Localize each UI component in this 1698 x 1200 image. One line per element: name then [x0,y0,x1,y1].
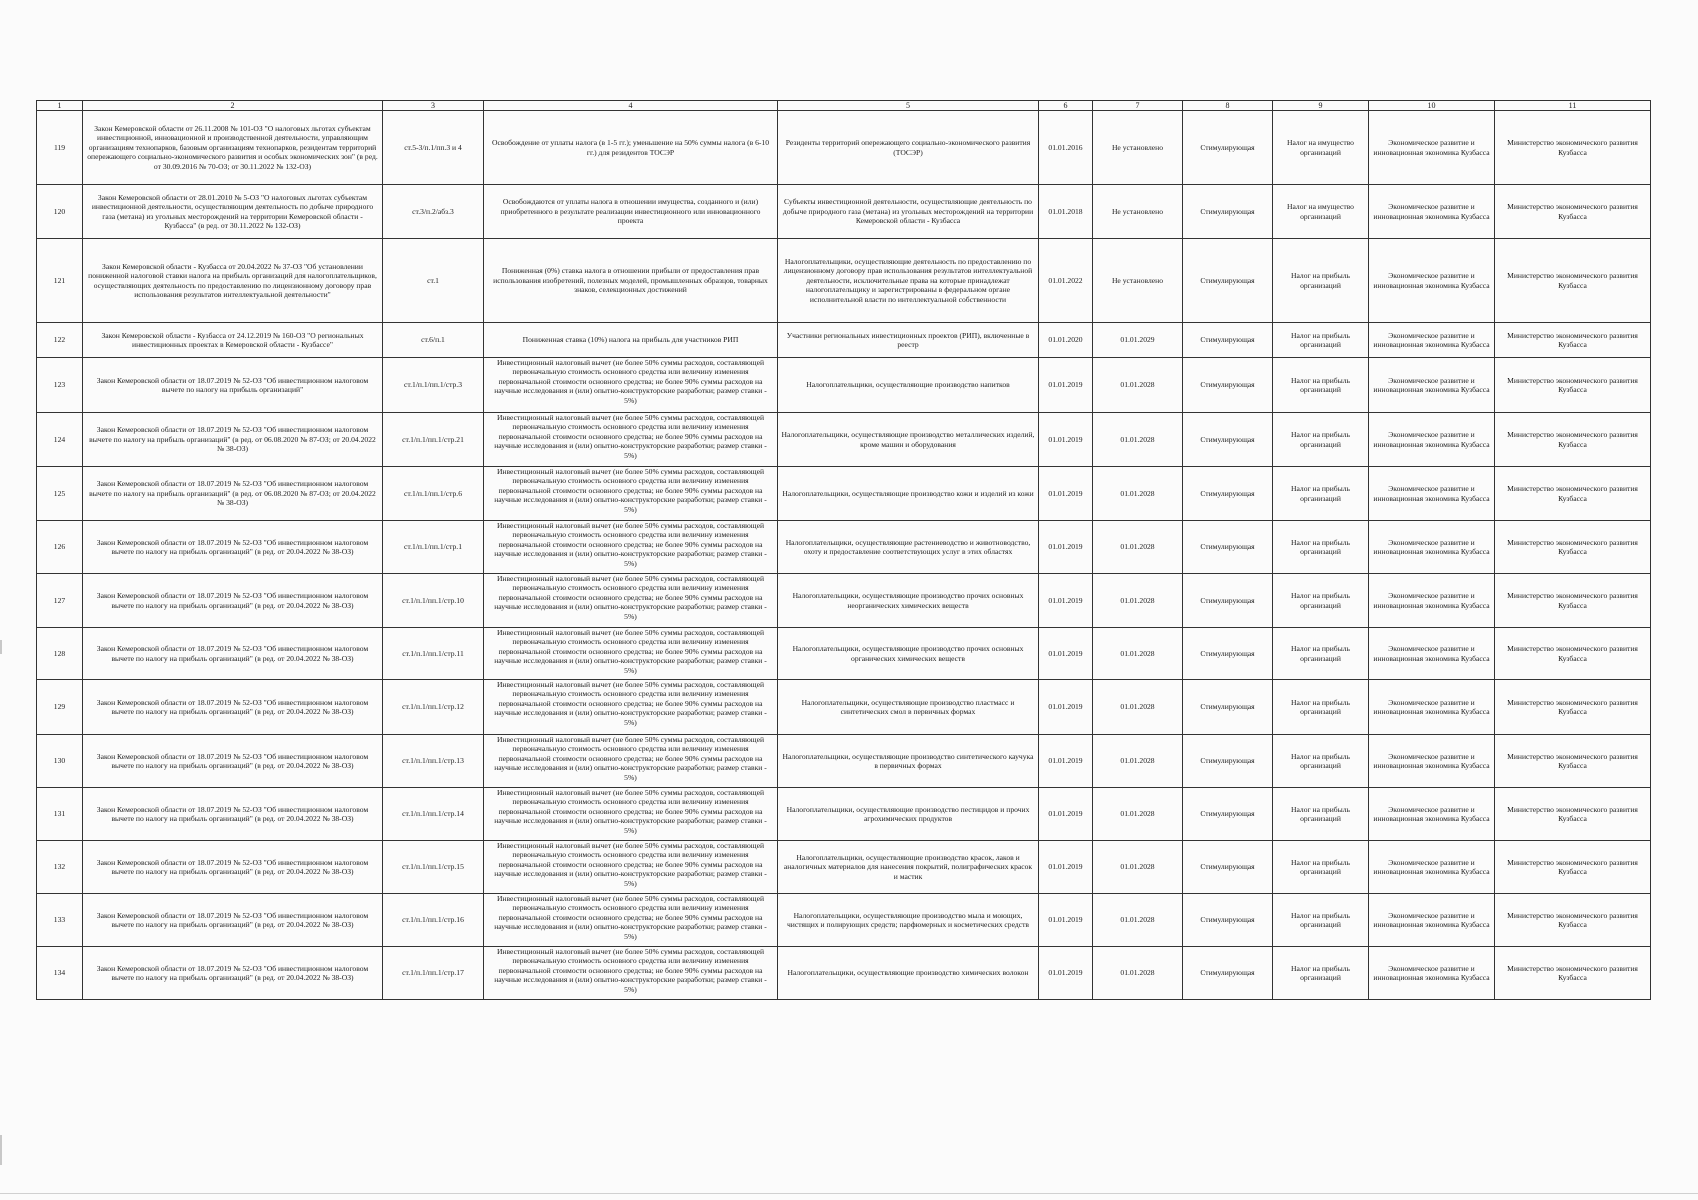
row-number-cell: 121 [37,239,83,323]
tax-type-cell: Налог на прибыль организаций [1273,788,1369,841]
tax-type-cell: Налог на прибыль организаций [1273,413,1369,467]
benefit-type-cell: Стимулирующая [1183,841,1273,894]
curator-cell: Министерство экономического развития Кузбасса [1495,358,1651,413]
column-number: 10 [1369,101,1495,111]
start-date-cell: 01.01.2016 [1039,111,1093,185]
table-row [37,323,1651,358]
table-row [37,239,1651,323]
benefit-description-cell: Пониженная ставка (10%) налога на прибыль для участников РИП [484,323,778,358]
benefit-description-cell: Инвестиционный налоговый вычет (не более 50% суммы расходов, составляющей первоначальную стоимость основного средства или величину изменения первоначальной стоимости основного средства; не более 90% суммы расходов на научные исследования и (или) опытно-конструкторские разработки; размер ставки - 5%) [484,841,778,894]
benefit-type-cell: Стимулирующая [1183,467,1273,521]
benefit-description-cell: Инвестиционный налоговый вычет (не более 50% суммы расходов, составляющей первоначальную стоимость основного средства или величину изменения первоначальной стоимости основного средства; не более 90% суммы расходов на научные исследования и (или) опытно-конструкторские разработки; размер ставки - 5%) [484,947,778,1000]
start-date-cell: 01.01.2019 [1039,467,1093,521]
end-date-cell: Не установлено [1093,111,1183,185]
row-number-cell: 124 [37,413,83,467]
row-number-cell: 128 [37,628,83,680]
article-cell: ст.1/п.1/пп.1/стр.3 [383,358,484,413]
column-number: 11 [1495,101,1651,111]
recipients-cell: Налогоплательщики, осуществляющие производство синтетического каучука в первичных формах [778,735,1039,788]
end-date-cell: 01.01.2028 [1093,894,1183,947]
table-row [37,841,1651,894]
end-date-cell: 01.01.2028 [1093,628,1183,680]
benefit-type-cell: Стимулирующая [1183,680,1273,735]
program-cell: Экономическое развитие и инновационная экономика Кузбасса [1369,735,1495,788]
tax-type-cell: Налог на прибыль организаций [1273,680,1369,735]
benefit-type-cell: Стимулирующая [1183,239,1273,323]
row-number-cell: 126 [37,521,83,574]
curator-cell: Министерство экономического развития Кузбасса [1495,680,1651,735]
row-number-cell: 122 [37,323,83,358]
tax-type-cell: Налог на прибыль организаций [1273,628,1369,680]
article-cell: ст.1/п.1/пп.1/стр.6 [383,467,484,521]
benefit-type-cell: Стимулирующая [1183,735,1273,788]
end-date-cell: 01.01.2028 [1093,788,1183,841]
tax-type-cell: Налог на имущество организаций [1273,111,1369,185]
curator-cell: Министерство экономического развития Кузбасса [1495,467,1651,521]
article-cell: ст.1/п.1/пп.1/стр.10 [383,574,484,628]
law-cell: Закон Кемеровской области от 18.07.2019 № 52-ОЗ "Об инвестиционном налоговом вычете по налогу на прибыль организаций" (в ред. от 20.04.2022 № 38-ОЗ) [83,574,383,628]
column-number: 4 [484,101,778,111]
column-number: 5 [778,101,1039,111]
tax-type-cell: Налог на прибыль организаций [1273,323,1369,358]
start-date-cell: 01.01.2019 [1039,947,1093,1000]
law-cell: Закон Кемеровской области - Кузбасса от 20.04.2022 № 37-ОЗ "Об установлении пониженной налоговой ставки налога на прибыль организаций для налогоплательщиков, осуществляющих деятельность по предоставлению по лицензионному договору прав использования результатов интеллектуальной деятельности" [83,239,383,323]
end-date-cell: 01.01.2028 [1093,947,1183,1000]
benefit-description-cell: Инвестиционный налоговый вычет (не более 50% суммы расходов, составляющей первоначальную стоимость основного средства или величину изменения первоначальной стоимости основного средства; не более 90% суммы расходов на научные исследования и (или) опытно-конструкторские разработки; размер ставки - 5%) [484,628,778,680]
recipients-cell: Налогоплательщики, осуществляющие производство прочих основных неорганических химических веществ [778,574,1039,628]
curator-cell: Министерство экономического развития Кузбасса [1495,788,1651,841]
end-date-cell: 01.01.2028 [1093,574,1183,628]
page-bottom-edge [0,1193,1698,1194]
benefit-description-cell: Инвестиционный налоговый вычет (не более 50% суммы расходов, составляющей первоначальную стоимость основного средства или величину изменения первоначальной стоимости основного средства; не более 90% суммы расходов на научные исследования и (или) опытно-конструкторские разработки; размер ставки - 5%) [484,521,778,574]
curator-cell: Министерство экономического развития Кузбасса [1495,947,1651,1000]
benefit-type-cell: Стимулирующая [1183,788,1273,841]
program-cell: Экономическое развитие и инновационная экономика Кузбасса [1369,841,1495,894]
law-cell: Закон Кемеровской области от 18.07.2019 № 52-ОЗ "Об инвестиционном налоговом вычете по налогу на прибыль организаций" (в ред. от 20.04.2022 № 38-ОЗ) [83,947,383,1000]
recipients-cell: Налогоплательщики, осуществляющие деятельность по предоставлению по лицензионному договору прав использования результатов интеллектуальной деятельности, исключительные права на которые принадлежат налогоплательщику и зарегистрированы в федеральном органе исполнительной власти по интеллектуальной собственности [778,239,1039,323]
curator-cell: Министерство экономического развития Кузбасса [1495,323,1651,358]
scan-mark-left-lower [0,1135,2,1165]
benefit-description-cell: Инвестиционный налоговый вычет (не более 50% суммы расходов, составляющей первоначальную стоимость основного средства или величину изменения первоначальной стоимости основного средства; не более 90% суммы расходов на научные исследования и (или) опытно-конструкторские разработки; размер ставки - 5%) [484,467,778,521]
program-cell: Экономическое развитие и инновационная экономика Кузбасса [1369,413,1495,467]
recipients-cell: Налогоплательщики, осуществляющие производство красок, лаков и аналогичных материалов для нанесения покрытий, полиграфических красок и мастик [778,841,1039,894]
table-row [37,788,1651,841]
start-date-cell: 01.01.2019 [1039,358,1093,413]
end-date-cell: 01.01.2028 [1093,680,1183,735]
end-date-cell: 01.01.2028 [1093,521,1183,574]
start-date-cell: 01.01.2019 [1039,574,1093,628]
end-date-cell: 01.01.2028 [1093,841,1183,894]
recipients-cell: Налогоплательщики, осуществляющие производство напитков [778,358,1039,413]
tax-type-cell: Налог на прибыль организаций [1273,574,1369,628]
recipients-cell: Налогоплательщики, осуществляющие производство кожи и изделий из кожи [778,467,1039,521]
article-cell: ст.5-3/п.1/пп.3 и 4 [383,111,484,185]
table-row [37,680,1651,735]
start-date-cell: 01.01.2019 [1039,628,1093,680]
program-cell: Экономическое развитие и инновационная экономика Кузбасса [1369,358,1495,413]
law-cell: Закон Кемеровской области от 28.01.2010 № 5-ОЗ "О налоговых льготах субъектам инвестиционной деятельности, осуществляющим деятельность по добыче природного газа (метана) из угольных месторождений на территории Кемеровской области - Кузбасса" (в ред. от 30.11.2022 № 132-ОЗ) [83,185,383,239]
program-cell: Экономическое развитие и инновационная экономика Кузбасса [1369,574,1495,628]
program-cell: Экономическое развитие и инновационная экономика Кузбасса [1369,323,1495,358]
program-cell: Экономическое развитие и инновационная экономика Кузбасса [1369,467,1495,521]
curator-cell: Министерство экономического развития Кузбасса [1495,239,1651,323]
start-date-cell: 01.01.2022 [1039,239,1093,323]
curator-cell: Министерство экономического развития Кузбасса [1495,841,1651,894]
recipients-cell: Налогоплательщики, осуществляющие производство металлических изделий, кроме машин и оборудования [778,413,1039,467]
row-number-cell: 134 [37,947,83,1000]
benefit-description-cell: Освобождаются от уплаты налога в отношении имущества, созданного и (или) приобретенного в результате реализации инвестиционного или инновационного проекта [484,185,778,239]
article-cell: ст.3/п.2/абз.3 [383,185,484,239]
benefit-description-cell: Освобождение от уплаты налога (в 1-5 гг.); уменьшение на 50% суммы налога (в 6-10 гг.) для резидентов ТОСЭР [484,111,778,185]
article-cell: ст.1/п.1/пп.1/стр.14 [383,788,484,841]
tax-type-cell: Налог на прибыль организаций [1273,841,1369,894]
table-row [37,947,1651,1000]
law-cell: Закон Кемеровской области от 18.07.2019 № 52-ОЗ "Об инвестиционном налоговом вычете по налогу на прибыль организаций" (в ред. от 20.04.2022 № 38-ОЗ) [83,735,383,788]
table-row [37,735,1651,788]
benefit-type-cell: Стимулирующая [1183,111,1273,185]
article-cell: ст.1/п.1/пп.1/стр.17 [383,947,484,1000]
benefit-description-cell: Инвестиционный налоговый вычет (не более 50% суммы расходов, составляющей первоначальную стоимость основного средства или величину изменения первоначальной стоимости основного средства; не более 90% суммы расходов на научные исследования и (или) опытно-конструкторские разработки; размер ставки - 5%) [484,735,778,788]
column-number: 9 [1273,101,1369,111]
benefit-description-cell: Пониженная (0%) ставка налога в отношении прибыли от предоставления прав использования изобретений, полезных моделей, промышленных образцов, товарных знаков, селекционных достижений [484,239,778,323]
table-row [37,574,1651,628]
benefit-description-cell: Инвестиционный налоговый вычет (не более 50% суммы расходов, составляющей первоначальную стоимость основного средства или величину изменения первоначальной стоимости основного средства; не более 90% суммы расходов на научные исследования и (или) опытно-конструкторские разработки; размер ставки - 5%) [484,788,778,841]
start-date-cell: 01.01.2020 [1039,323,1093,358]
table-row [37,358,1651,413]
row-number-cell: 131 [37,788,83,841]
article-cell: ст.1/п.1/пп.1/стр.15 [383,841,484,894]
row-number-cell: 133 [37,894,83,947]
table-row [37,111,1651,185]
program-cell: Экономическое развитие и инновационная экономика Кузбасса [1369,628,1495,680]
tax-type-cell: Налог на прибыль организаций [1273,358,1369,413]
start-date-cell: 01.01.2018 [1039,185,1093,239]
article-cell: ст.1/п.1/пп.1/стр.12 [383,680,484,735]
article-cell: ст.1/п.1/пп.1/стр.13 [383,735,484,788]
row-number-cell: 125 [37,467,83,521]
row-number-cell: 132 [37,841,83,894]
column-number: 7 [1093,101,1183,111]
curator-cell: Министерство экономического развития Кузбасса [1495,735,1651,788]
benefit-description-cell: Инвестиционный налоговый вычет (не более 50% суммы расходов, составляющей первоначальную стоимость основного средства или величину изменения первоначальной стоимости основного средства; не более 90% суммы расходов на научные исследования и (или) опытно-конструкторские разработки; размер ставки - 5%) [484,574,778,628]
curator-cell: Министерство экономического развития Кузбасса [1495,413,1651,467]
recipients-cell: Участники региональных инвестиционных проектов (РИП), включенные в реестр [778,323,1039,358]
benefit-description-cell: Инвестиционный налоговый вычет (не более 50% суммы расходов, составляющей первоначальную стоимость основного средства или величину изменения первоначальной стоимости основного средства; не более 90% суммы расходов на научные исследования и (или) опытно-конструкторские разработки; размер ставки - 5%) [484,358,778,413]
benefit-type-cell: Стимулирующая [1183,185,1273,239]
law-cell: Закон Кемеровской области от 26.11.2008 № 101-ОЗ "О налоговых льготах субъектам инвестиционной, инновационной и производственной деятельности, управляющим организациям технопарков, базовым организациям технопарков, резидентам территорий опережающего социально-экономического развития и особых экономических зон" (в ред. от 30.09.2016 № 70-ОЗ; от 30.11.2022 № 132-ОЗ) [83,111,383,185]
tax-type-cell: Налог на прибыль организаций [1273,467,1369,521]
law-cell: Закон Кемеровской области от 18.07.2019 № 52-ОЗ "Об инвестиционном налоговом вычете по налогу на прибыль организаций" (в ред. от 20.04.2022 № 38-ОЗ) [83,788,383,841]
program-cell: Экономическое развитие и инновационная экономика Кузбасса [1369,788,1495,841]
registry-rows [37,111,1651,1000]
benefit-type-cell: Стимулирующая [1183,894,1273,947]
curator-cell: Министерство экономического развития Кузбасса [1495,628,1651,680]
start-date-cell: 01.01.2019 [1039,894,1093,947]
benefit-type-cell: Стимулирующая [1183,628,1273,680]
law-cell: Закон Кемеровской области от 18.07.2019 № 52-ОЗ "Об инвестиционном налоговом вычете по налогу на прибыль организаций" (в ред. от 20.04.2022 № 38-ОЗ) [83,841,383,894]
column-number: 8 [1183,101,1273,111]
end-date-cell: Не установлено [1093,239,1183,323]
row-number-cell: 123 [37,358,83,413]
tax-type-cell: Налог на имущество организаций [1273,185,1369,239]
start-date-cell: 01.01.2019 [1039,413,1093,467]
article-cell: ст.1/п.1/пп.1/стр.1 [383,521,484,574]
curator-cell: Министерство экономического развития Кузбасса [1495,111,1651,185]
start-date-cell: 01.01.2019 [1039,735,1093,788]
law-cell: Закон Кемеровской области от 18.07.2019 № 52-ОЗ "Об инвестиционном налоговом вычете по налогу на прибыль организаций" [83,358,383,413]
law-cell: Закон Кемеровской области от 18.07.2019 № 52-ОЗ "Об инвестиционном налоговом вычете по налогу на прибыль организаций" (в ред. от 20.04.2022 № 38-ОЗ) [83,680,383,735]
scan-mark-left [0,640,2,654]
curator-cell: Министерство экономического развития Кузбасса [1495,574,1651,628]
end-date-cell: 01.01.2028 [1093,467,1183,521]
end-date-cell: 01.01.2029 [1093,323,1183,358]
column-number: 6 [1039,101,1093,111]
end-date-cell: 01.01.2028 [1093,413,1183,467]
benefit-type-cell: Стимулирующая [1183,521,1273,574]
law-cell: Закон Кемеровской области - Кузбасса от 24.12.2019 № 160-ОЗ "О региональных инвестиционных проектах в Кемеровской области - Кузбассе" [83,323,383,358]
table-row [37,894,1651,947]
law-cell: Закон Кемеровской области от 18.07.2019 № 52-ОЗ "Об инвестиционном налоговом вычете по налогу на прибыль организаций" (в ред. от 06.08.2020 № 87-ОЗ; от 20.04.2022 № 38-ОЗ) [83,467,383,521]
row-number-cell: 130 [37,735,83,788]
benefit-type-cell: Стимулирующая [1183,323,1273,358]
curator-cell: Министерство экономического развития Кузбасса [1495,521,1651,574]
law-cell: Закон Кемеровской области от 18.07.2019 № 52-ОЗ "Об инвестиционном налоговом вычете по налогу на прибыль организаций" (в ред. от 06.08.2020 № 87-ОЗ; от 20.04.2022 № 38-ОЗ) [83,413,383,467]
column-numbers-row [37,101,1651,111]
program-cell: Экономическое развитие и инновационная экономика Кузбасса [1369,947,1495,1000]
column-number: 2 [83,101,383,111]
program-cell: Экономическое развитие и инновационная экономика Кузбасса [1369,521,1495,574]
end-date-cell: Не установлено [1093,185,1183,239]
recipients-cell: Резиденты территорий опережающего социально-экономического развития (ТОСЭР) [778,111,1039,185]
benefit-type-cell: Стимулирующая [1183,947,1273,1000]
curator-cell: Министерство экономического развития Кузбасса [1495,894,1651,947]
article-cell: ст.1 [383,239,484,323]
tax-type-cell: Налог на прибыль организаций [1273,239,1369,323]
row-number-cell: 129 [37,680,83,735]
recipients-cell: Налогоплательщики, осуществляющие производство мыла и моющих, чистящих и полирующих средств; парфюмерных и косметических средств [778,894,1039,947]
tax-benefit-registry-table [36,100,1651,1000]
tax-type-cell: Налог на прибыль организаций [1273,735,1369,788]
program-cell: Экономическое развитие и инновационная экономика Кузбасса [1369,894,1495,947]
column-number: 3 [383,101,484,111]
recipients-cell: Субъекты инвестиционной деятельности, осуществляющие деятельность по добыче природного газа (метана) из угольных месторождений на территории Кемеровской области - Кузбасса [778,185,1039,239]
recipients-cell: Налогоплательщики, осуществляющие производство пестицидов и прочих агрохимических продуктов [778,788,1039,841]
article-cell: ст.1/п.1/пп.1/стр.21 [383,413,484,467]
article-cell: ст.1/п.1/пп.1/стр.11 [383,628,484,680]
row-number-cell: 120 [37,185,83,239]
program-cell: Экономическое развитие и инновационная экономика Кузбасса [1369,680,1495,735]
law-cell: Закон Кемеровской области от 18.07.2019 № 52-ОЗ "Об инвестиционном налоговом вычете по налогу на прибыль организаций" (в ред. от 20.04.2022 № 38-ОЗ) [83,894,383,947]
table-row [37,185,1651,239]
law-cell: Закон Кемеровской области от 18.07.2019 № 52-ОЗ "Об инвестиционном налоговом вычете по налогу на прибыль организаций" (в ред. от 20.04.2022 № 38-ОЗ) [83,521,383,574]
recipients-cell: Налогоплательщики, осуществляющие производство химических волокон [778,947,1039,1000]
benefit-type-cell: Стимулирующая [1183,358,1273,413]
start-date-cell: 01.01.2019 [1039,788,1093,841]
article-cell: ст.1/п.1/пп.1/стр.16 [383,894,484,947]
table-row [37,467,1651,521]
start-date-cell: 01.01.2019 [1039,521,1093,574]
row-number-cell: 127 [37,574,83,628]
benefit-description-cell: Инвестиционный налоговый вычет (не более 50% суммы расходов, составляющей первоначальную стоимость основного средства или величину изменения первоначальной стоимости основного средства; не более 90% суммы расходов на научные исследования и (или) опытно-конструкторские разработки; размер ставки - 5%) [484,680,778,735]
program-cell: Экономическое развитие и инновационная экономика Кузбасса [1369,239,1495,323]
tax-type-cell: Налог на прибыль организаций [1273,947,1369,1000]
law-cell: Закон Кемеровской области от 18.07.2019 № 52-ОЗ "Об инвестиционном налоговом вычете по налогу на прибыль организаций" (в ред. от 20.04.2022 № 38-ОЗ) [83,628,383,680]
row-number-cell: 119 [37,111,83,185]
table-row [37,521,1651,574]
recipients-cell: Налогоплательщики, осуществляющие растениеводство и животноводство, охоту и предоставление соответствующих услуг в этих областях [778,521,1039,574]
start-date-cell: 01.01.2019 [1039,680,1093,735]
benefit-type-cell: Стимулирующая [1183,574,1273,628]
curator-cell: Министерство экономического развития Кузбасса [1495,185,1651,239]
table-row [37,628,1651,680]
column-number: 1 [37,101,83,111]
benefit-type-cell: Стимулирующая [1183,413,1273,467]
benefit-description-cell: Инвестиционный налоговый вычет (не более 50% суммы расходов, составляющей первоначальную стоимость основного средства или величину изменения первоначальной стоимости основного средства; не более 90% суммы расходов на научные исследования и (или) опытно-конструкторские разработки; размер ставки - 5%) [484,413,778,467]
benefit-description-cell: Инвестиционный налоговый вычет (не более 50% суммы расходов, составляющей первоначальную стоимость основного средства или величину изменения первоначальной стоимости основного средства; не более 90% суммы расходов на научные исследования и (или) опытно-конструкторские разработки; размер ставки - 5%) [484,894,778,947]
article-cell: ст.6/п.1 [383,323,484,358]
tax-type-cell: Налог на прибыль организаций [1273,894,1369,947]
program-cell: Экономическое развитие и инновационная экономика Кузбасса [1369,111,1495,185]
tax-type-cell: Налог на прибыль организаций [1273,521,1369,574]
program-cell: Экономическое развитие и инновационная экономика Кузбасса [1369,185,1495,239]
end-date-cell: 01.01.2028 [1093,735,1183,788]
recipients-cell: Налогоплательщики, осуществляющие производство прочих основных органических химических веществ [778,628,1039,680]
start-date-cell: 01.01.2019 [1039,841,1093,894]
recipients-cell: Налогоплательщики, осуществляющие производство пластмасс и синтетических смол в первичных формах [778,680,1039,735]
table-row [37,413,1651,467]
end-date-cell: 01.01.2028 [1093,358,1183,413]
